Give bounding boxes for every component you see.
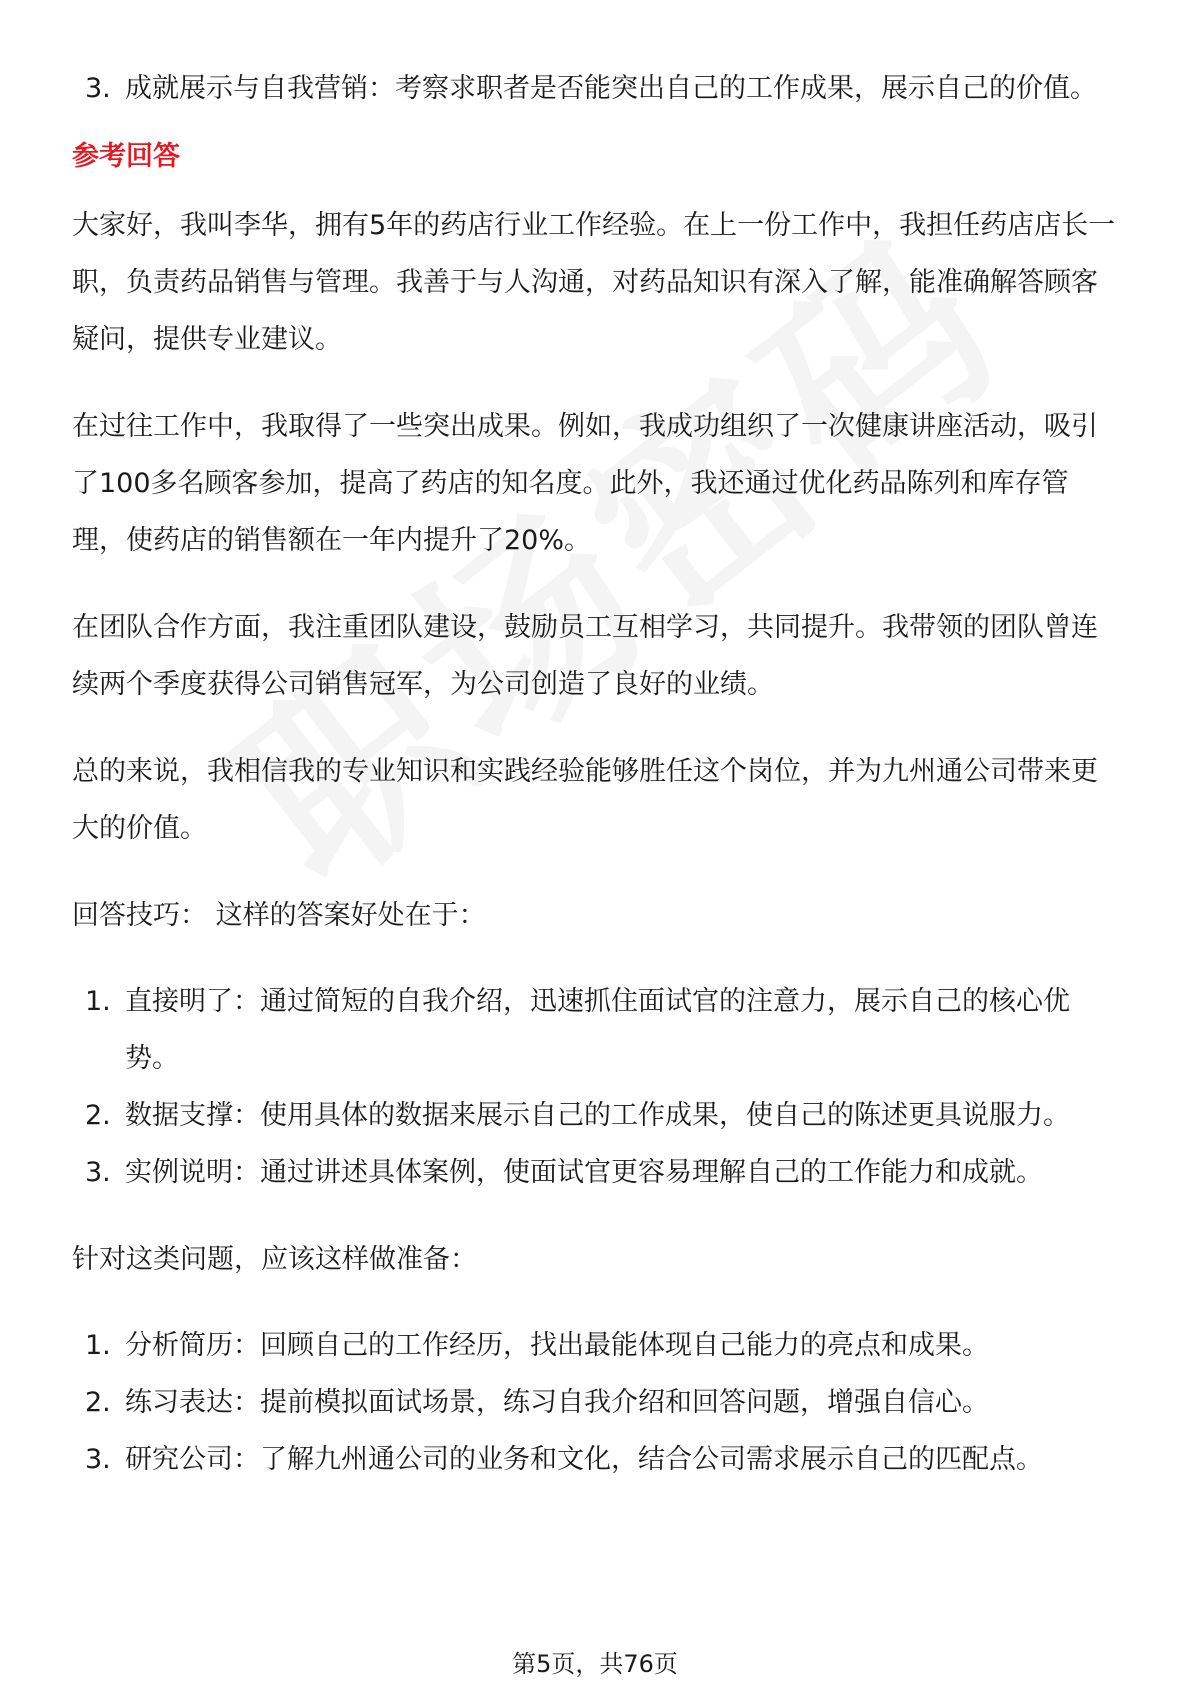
list-item-text: 直接明了：通过简短的自我介绍，迅速抓住面试官的注意力，展示自己的核心优势。 bbox=[125, 986, 1070, 1074]
document-body bbox=[72, 60, 1120, 1488]
list-item bbox=[72, 1144, 1120, 1201]
list-item-text: 实例说明：通过讲述具体案例，使面试官更容易理解自己的工作能力和成就。 bbox=[125, 1157, 1043, 1188]
prep-label: 针对这类问题，应该这样做准备： bbox=[72, 1244, 477, 1275]
list-number: 2. bbox=[85, 1100, 111, 1131]
list-item bbox=[72, 1087, 1120, 1144]
answer-paragraph-3: 在团队合作方面，我注重团队建设，鼓励员工互相学习，共同提升。我带领的团队曾连续两个季度获得公司销售冠军，为公司创造了良好的业绩。 bbox=[72, 612, 1098, 700]
list-item bbox=[72, 1317, 1120, 1374]
page-footer: 第5页，共76页 bbox=[512, 1650, 678, 1678]
section-heading: 参考回答 bbox=[72, 141, 180, 172]
list-item bbox=[72, 1431, 1120, 1488]
list-item bbox=[72, 1374, 1120, 1431]
list-item-text: 成就展示与自我营销：考察求职者是否能突出自己的工作成果，展示自己的价值。 bbox=[125, 73, 1097, 104]
list-item-text: 数据支撑：使用具体的数据来展示自己的工作成果，使自己的陈述更具说服力。 bbox=[125, 1100, 1070, 1131]
list-number: 1. bbox=[85, 986, 111, 1017]
list-item-text: 练习表达：提前模拟面试场景，练习自我介绍和回答问题，增强自信心。 bbox=[125, 1387, 989, 1418]
list-number: 3. bbox=[85, 1157, 111, 1188]
list-item bbox=[72, 60, 1120, 117]
list-item-text: 研究公司：了解九州通公司的业务和文化，结合公司需求展示自己的匹配点。 bbox=[125, 1444, 1043, 1475]
list-item bbox=[72, 973, 1120, 1087]
answer-paragraph-1: 大家好，我叫李华，拥有5年的药店行业工作经验。在上一份工作中，我担任药店店长一职，负责药品销售与管理。我善于与人沟通，对药品知识有深入了解，能准确解答顾客疑问，提供专业建议。 bbox=[72, 210, 1116, 355]
list-number: 2. bbox=[85, 1387, 111, 1418]
list-item-text: 分析简历：回顾自己的工作经历，找出最能体现自己能力的亮点和成果。 bbox=[125, 1330, 989, 1361]
list-number: 3. bbox=[85, 1444, 111, 1475]
answer-paragraph-2: 在过往工作中，我取得了一些突出成果。例如，我成功组织了一次健康讲座活动，吸引了100多名顾客参加，提高了药店的知名度。此外，我还通过优化药品陈列和库存管理，使药店的销售额在一年内提升了20%。 bbox=[72, 411, 1098, 556]
list-number: 1. bbox=[85, 1330, 111, 1361]
list-number: 3. bbox=[85, 73, 111, 104]
answer-paragraph-4: 总的来说，我相信我的专业知识和实践经验能够胜任这个岗位，并为九州通公司带来更大的价值。 bbox=[72, 756, 1098, 844]
tips-label: 回答技巧： 这样的答案好处在于： bbox=[72, 900, 486, 931]
